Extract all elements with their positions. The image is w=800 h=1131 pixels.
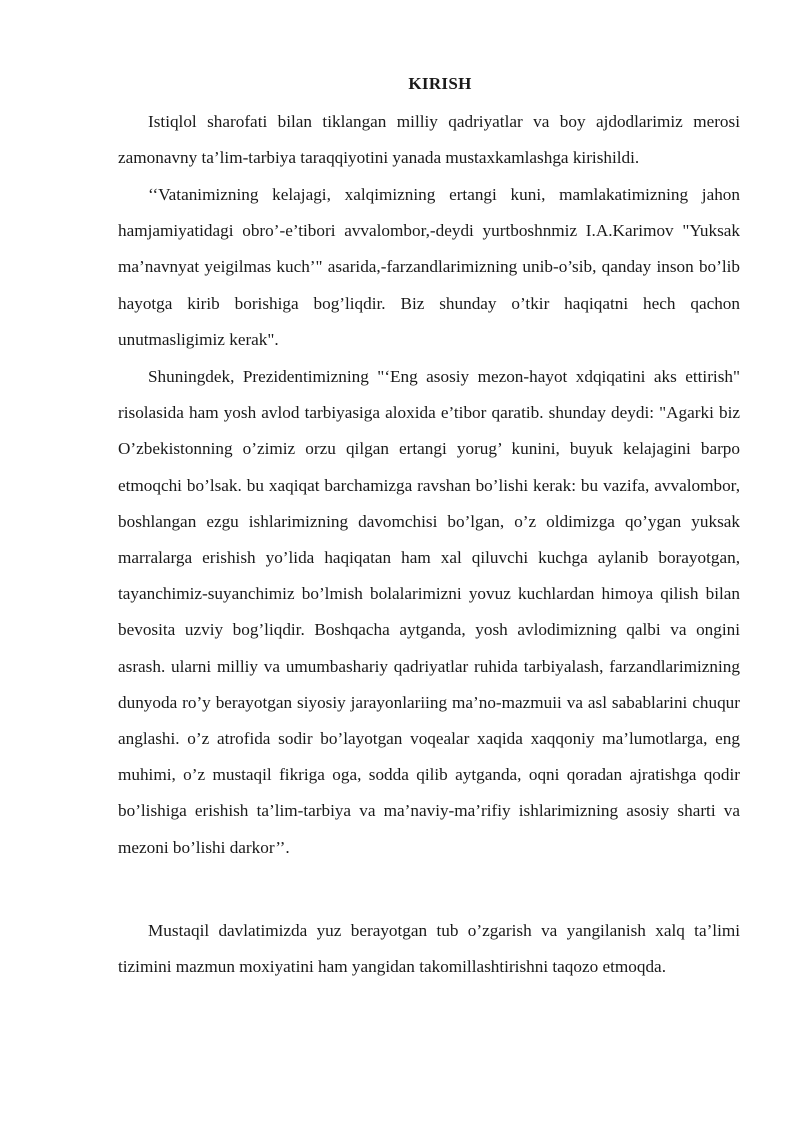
paragraph-2: ‘‘Vatanimizning kelajagi, xalqimizning ertangi kuni, mamlakatimizning jahon hamjamiyatidagi obro’-e’tibori avvalombor,-deydi yurtboshnmiz I.A.Karimov "Yuksak ma’navnyat yeigilmas kuch’" asarida,-farzandlarimizning unib-o’sib, qanday inson bo’lib hayotga kirib borishiga bog’liqdir. Biz shunday o’tkir haqiqatni hech qachon unutmasligimiz kerak". bbox=[118, 185, 740, 349]
page-title: KIRISH bbox=[408, 74, 472, 93]
paragraph-3: Shuningdek, Prezidentimizning "‘Eng asosiy mezon-hayot xdqiqatini aks ettirish" risolasida ham yosh avlod tarbiyasiga aloxida e’tibor qaratib. shunday deydi: "Agarki biz O’zbekistonning o’zimiz orzu qilgan ertangi yorug’ kunini, buyuk kelajagini barpo etmoqchi bo’lsak. bu xaqiqat barchamizga ravshan bo’lishi kerak: bu vazifa, avvalombor, boshlangan ezgu ishlarimizning davomchisi bo’lgan, o’z oldimizga qo’ygan yuksak marralarga erishish yo’lida haqiqatan ham xal qiluvchi kuchga aylanib borayotgan, tayanchimiz-suyanchimiz bo’lmish bolalarimizni yovuz kuchlardan himoya qilish bilan bevosita uzviy bog’liqdir. Boshqacha aytganda, yosh avlodimizning qalbi va ongini asrash. ularni milliy va umumbashariy qadriyatlar ruhida tarbiyalash, farzandlarimizning dunyoda ro’y berayotgan siyosiy jarayonlariing ma’no-mazmuii va asl sabablarini chuqur anglashi. o’z atrofida sodir bo’layotgan voqealar xaqida xaqqoniy ma’lumotlarga, eng muhimi, o’z mustaqil fikriga oga, sodda qilib aytganda, oqni qoradan ajratishga qodir bo’lishiga erishish ta’lim-tarbiya va ma’naviy-ma’rifiy ishlarimizning asosiy sharti va mezoni bo’lishi darkor’’. bbox=[118, 367, 740, 857]
paragraph-4: Mustaqil davlatimizda yuz berayotgan tub o’zgarish va yangilanish xalq ta’limi tizimini mazmun moxiyatini ham yangidan takomillashtirishni taqozo etmoqda. bbox=[118, 921, 740, 977]
paragraph-1: Istiqlol sharofati bilan tiklangan milliy qadriyatlar va boy ajdodlarimiz merosi zamonavny ta’lim-tarbiya taraqqiyotini yanada mustaxkamlashga kirishildi. bbox=[118, 112, 740, 168]
